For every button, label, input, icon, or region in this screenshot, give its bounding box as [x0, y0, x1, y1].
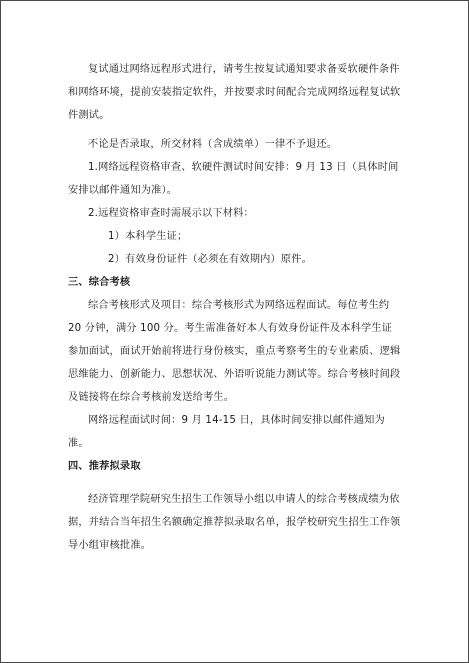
paragraph-admission-decision: 经济管理学院研究生招生工作领导小组以申请人的综合考核成绩为依据，并结合当年招生名额确定推荐拟录取名单，报学校研究生招生工作领导小组审核批准。: [68, 494, 401, 551]
section-heading-admission: 四、推荐拟录取: [68, 461, 141, 472]
section-heading-assessment: 三、综合考核: [68, 277, 131, 288]
paragraph-remote-retest: 复试通过网络远程形式进行，请考生按复试通知要求备妥软硬件条件和网络环境，提前安装指定软件，并按要求时间配合完成网络远程复试软件测试。: [68, 64, 401, 121]
list-item-student-card: 1）本科学生证；: [108, 231, 188, 242]
document-body: [68, 58, 402, 557]
paragraph-materials-not-returned: 不论是否录取，所交材料（含成绩单）一律不予退还。: [88, 139, 338, 150]
paragraph-required-materials: 2.远程资格审查时需展示以下材料：: [88, 208, 254, 219]
paragraph-assessment-form: 综合考核形式及项目：综合考核形式为网络远程面试。每位考生约 20 分钟，满分 100 分。考生需准备好本人有效身份证件及本科学生证参加面试，面试开始前将进行身份核实，重点考察考生的专业素质、逻辑思维能力、创新能力、思想状况、外语听说能力测试等。综合考核时间段及链接将在综合考核前发送给考生。: [68, 300, 401, 403]
list-item-id-card: 2）有效身份证件（必须在有效期内）原件。: [108, 254, 313, 265]
paragraph-interview-time: 网络远程面试时间：9 月 14-15 日，具体时间安排以邮件通知为准。: [68, 415, 385, 449]
paragraph-schedule-qualification: 1.网络远程资格审查、软硬件测试时间安排：9 月 13 日（具体时间安排以邮件通知为准）。: [68, 162, 399, 196]
